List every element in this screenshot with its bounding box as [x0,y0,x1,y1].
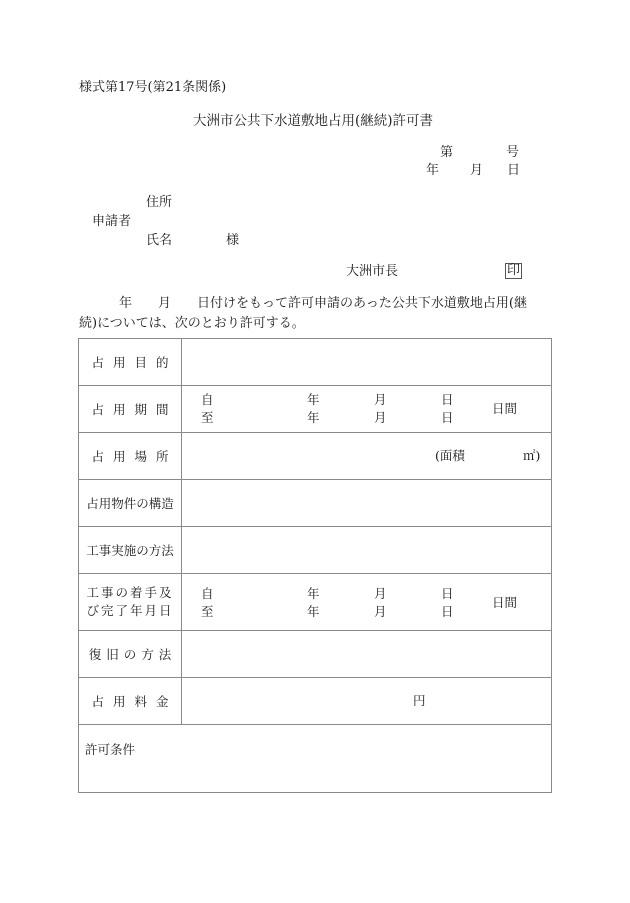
year-label: 年 [307,392,320,407]
row-label: 占用料金 [79,678,182,725]
seal-icon: 印 [507,263,521,278]
day-label: 日 [441,392,454,407]
table-row [79,574,552,631]
period-value [182,386,552,433]
day-label: 日 [441,586,454,601]
table-row [79,725,552,793]
table-row [79,339,552,386]
number-prefix: 第 [440,145,454,160]
month-label: 月 [374,392,387,407]
row-label: 工事の着手及び完了年月日 [79,574,182,631]
row-label: 工事実施の方法 [79,527,182,574]
row-label: 占用期間 [79,386,182,433]
table-row [79,678,552,725]
address-label: 住所 [146,195,173,210]
row-label: 占用目的 [79,339,182,386]
date-month: 月 [470,163,484,178]
days-label: 日間 [492,401,518,416]
days-label: 日間 [492,595,518,610]
restoration-value [182,631,552,678]
form-number: 様式第17号(第21条関係) [79,80,227,95]
number-suffix: 号 [506,145,520,160]
to-label: 至 [201,410,214,425]
month-label: 月 [374,410,387,425]
date-year: 年 [426,163,440,178]
table-row [79,527,552,574]
structure-value [182,480,552,527]
mayor-label: 大洲市長 [346,264,399,279]
row-label: 占用物件の構造 [79,480,182,527]
document-title: 大洲市公共下水道敷地占用(継続)許可書 [193,113,434,129]
construction-period-value [182,574,552,631]
day-label: 日 [441,410,454,425]
permit-table [78,338,552,793]
table-row [79,433,552,480]
currency-label: 円 [413,693,426,708]
from-label: 自 [201,586,214,601]
month-label: 月 [374,586,387,601]
year-label: 年 [307,586,320,601]
table-row [79,631,552,678]
table-row [79,480,552,527]
row-label: 復旧の方法 [79,631,182,678]
body-text-line1: 年 月 日付けをもって許可申請のあった公共下水道敷地占用(継 [119,296,527,311]
fee-value [182,678,552,725]
location-value [182,433,552,480]
month-label: 月 [374,604,387,619]
table-row [79,386,552,433]
purpose-value [182,339,552,386]
to-label: 至 [201,604,214,619]
year-label: 年 [307,410,320,425]
applicant-label: 申請者 [92,214,132,229]
year-label: 年 [307,604,320,619]
construction-method-value [182,527,552,574]
area-label: (面積 [435,448,465,463]
row-label: 占用場所 [79,433,182,480]
from-label: 自 [201,392,214,407]
body-text-line2: 続)については、次のとおり許可する。 [79,316,305,331]
day-label: 日 [441,604,454,619]
area-unit: ㎡) [523,448,541,463]
honorific: 様 [226,233,240,248]
conditions-cell [79,725,552,793]
date-day: 日 [507,163,521,178]
name-label: 氏名 [146,233,173,248]
row-label: 許可条件 [85,742,136,757]
